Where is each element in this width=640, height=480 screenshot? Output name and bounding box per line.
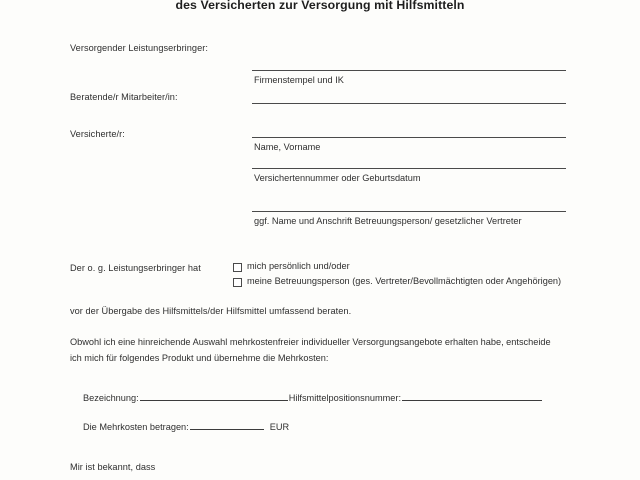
entry-label-positionsnummer: Hilfsmittelpositionsnummer: xyxy=(288,393,402,403)
declaration-line-1: Obwohl ich eine hinreichende Auswahl mehrkostenfreier individueller Versorgungsangebote erhalten habe, entscheide xyxy=(70,337,551,347)
checkbox-row-persoenlich[interactable] xyxy=(233,261,350,272)
checkbox-label-betreuungsperson: meine Betreuungsperson (ges. Vertreter/Bevollmächtigten oder Angehörigen) xyxy=(247,276,562,286)
entry-row-mehrkosten xyxy=(83,421,289,432)
signature-line-versichertennummer[interactable] xyxy=(252,168,566,169)
signature-line-mitarbeiter[interactable] xyxy=(252,103,566,104)
entry-label-bezeichnung: Bezeichnung: xyxy=(83,393,139,403)
consent-lead-in-text: Der o. g. Leistungserbringer hat xyxy=(70,263,201,273)
signature-line-betreuungsperson[interactable] xyxy=(252,211,566,212)
entry-input-positionsnummer[interactable] xyxy=(402,392,542,401)
field-caption-name-vorname: Name, Vorname xyxy=(254,142,321,152)
entry-label-mehrkosten: Die Mehrkosten betragen: xyxy=(83,422,189,432)
field-caption-firmenstempel: Firmenstempel und IK xyxy=(254,75,344,85)
field-label-leistungserbringer: Versorgender Leistungserbringer: xyxy=(70,43,208,53)
footer-acknowledgement-text: Mir ist bekannt, dass xyxy=(70,462,156,472)
entry-currency-eur: EUR xyxy=(269,422,290,432)
field-caption-betreuungsperson: ggf. Name und Anschrift Betreuungsperson/ gesetzlicher Vertreter xyxy=(254,216,522,226)
checkbox-persoenlich[interactable] xyxy=(233,263,242,272)
checkbox-label-persoenlich: mich persönlich und/oder xyxy=(247,261,350,271)
entry-input-mehrkosten[interactable] xyxy=(190,421,264,430)
consent-closing-text: vor der Übergabe des Hilfsmittels/der Hilfsmittel umfassend beraten. xyxy=(70,306,352,316)
checkbox-row-betreuungsperson[interactable] xyxy=(233,276,561,287)
entry-row-bezeichnung xyxy=(83,392,543,403)
checkbox-betreuungsperson[interactable] xyxy=(233,278,242,287)
field-label-versicherter: Versicherte/r: xyxy=(70,129,125,139)
document-title: des Versicherten zur Versorgung mit Hilfsmitteln xyxy=(175,0,465,12)
signature-line-name-vorname[interactable] xyxy=(252,137,566,138)
field-caption-versichertennummer: Versichertennummer oder Geburtsdatum xyxy=(254,173,421,183)
signature-line-firmenstempel[interactable] xyxy=(252,70,566,71)
field-label-mitarbeiter: Beratende/r Mitarbeiter/in: xyxy=(70,92,178,102)
declaration-line-2: ich mich für folgendes Produkt und übernehme die Mehrkosten: xyxy=(70,352,329,363)
entry-input-bezeichnung[interactable] xyxy=(140,392,288,401)
declaration-paragraph xyxy=(70,335,580,366)
